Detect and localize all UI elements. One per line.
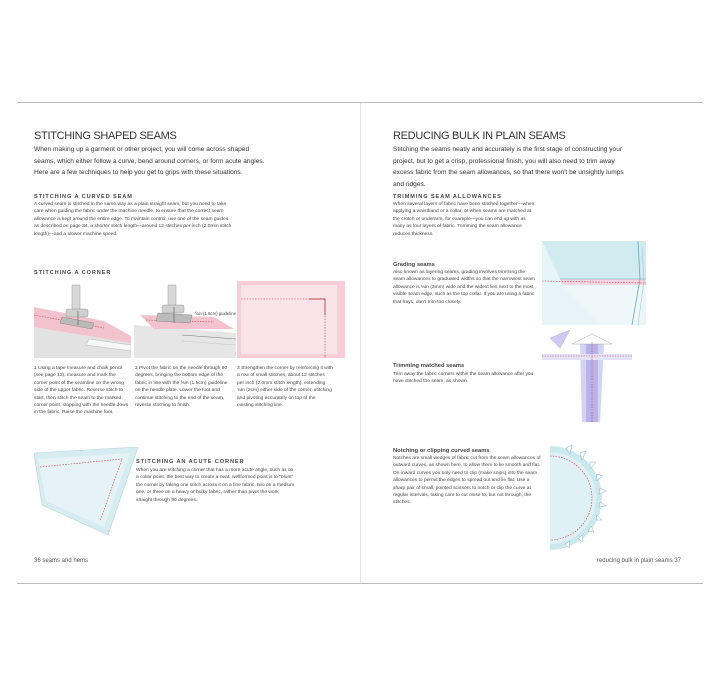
curved-seam-subheading: STITCHING A CURVED SEAM bbox=[34, 194, 133, 200]
left-page-heading: STITCHING SHAPED SEAMS bbox=[34, 130, 177, 142]
corner-subheading: STITCHING A CORNER bbox=[34, 270, 112, 276]
right-page bbox=[360, 103, 703, 583]
right-folio: reducing bulk in plain seams 37 bbox=[596, 558, 681, 564]
notching-subheading: Notching or clipping curved seams bbox=[393, 448, 490, 454]
left-page bbox=[17, 103, 360, 583]
book-spread bbox=[17, 102, 703, 584]
guideline-label: ⅝in (1.5cm) guideline bbox=[194, 311, 236, 316]
matched-seams-subheading: Trimming matched seams bbox=[393, 363, 465, 369]
notching-text: Notches are small wedges of fabric cut from the seam allowances of outward curves, as shown here, to allow them to lie smooth and flat. On inward curves you only need to clip (make snips) into the seam allowances to permit the edges to spread out and lie flat. Use a sharp pair of small, pointed scissors to notch or clip the curve at regular intervals, taking care to cut close to, but not through, the stitches. bbox=[393, 456, 541, 506]
grading-subheading: Grading seams bbox=[393, 262, 435, 268]
matched-seam-crossing bbox=[542, 330, 632, 422]
trimming-subheading: TRIMMING SEAM ALLOWANCES bbox=[393, 194, 502, 200]
acute-corner-illustration bbox=[34, 447, 144, 537]
notching-illustration bbox=[550, 438, 654, 553]
sewing-machine-foot-1 bbox=[34, 281, 131, 358]
corner-step3-text: 3 Strengthen the corner by reinforcing it with a row of small stitches, about 12 stitches per inch (2.0mm stitch length), extending ¾in (2cm) either side of the corner, stitching and pivoting accurately on top of the existing stitching line. bbox=[237, 366, 333, 409]
grading-text: Also known as layering seams, grading involves trimming the seam allowances to graduated widths so that the narrowest seam allowance is ⅛in (3mm) wide and the widest lies next to the most visible seam edge, such as the top collar. If you are using a fabric that frays, don't trim too closely. bbox=[393, 270, 535, 305]
reinforced-corner-fabric bbox=[237, 281, 345, 358]
curved-seam-text: A curved seam is stitched in the same way as a plain straight seam, but you need to take care when guiding the fabric under the machine needle, to ensure that the correct seam allowance is kept around the entire edge. To maintain control, use one of the seam guides as described on page 34, a shorter stitch length—around 12 stitches per inch (2.0mm stitch length)—and a slower machine speed. bbox=[34, 202, 232, 237]
right-intro-text: Stitching the seams neatly and accurately is the first stage of constructing your project, but to get a crisp, professional finish, you will also need to trim away excess fabric from the seam allowances, so that there won't be unsightly lumps and ridges. bbox=[393, 146, 624, 188]
collar-point-fabric bbox=[34, 447, 144, 537]
corner-step3-illustration bbox=[237, 281, 345, 358]
right-page-heading: REDUCING BULK IN PLAIN SEAMS bbox=[393, 130, 566, 142]
acute-corner-subheading: STITCHING AN ACUTE CORNER bbox=[136, 459, 245, 465]
matched-seams-illustration bbox=[542, 330, 632, 422]
graded-seam-layers bbox=[542, 241, 646, 325]
corner-step2-text: 2 Pivot the fabric on the needle through 90 degrees, bringing the bottom edge of the fabric in line with the ⅝in (1.5cm) guideline on the needle plate. Lower the foot and continue stitching to the end of the seam, reverse stitching to finish. bbox=[135, 366, 228, 409]
left-folio: 36 seams and hems bbox=[34, 558, 89, 564]
sewing-machine-foot-2 bbox=[134, 281, 236, 358]
notched-curve bbox=[550, 438, 654, 553]
trimming-text: When several layers of fabric have been stitched together—when applying a waistband or a collar, or when seams are matched at the crotch or underarm, for example—you can end up with as many as four layers of fabric. Trimming the seam allowance reduces thickness. bbox=[393, 202, 535, 237]
grading-illustration bbox=[542, 241, 646, 325]
left-intro-text: When making up a garment or other project, you will come across shaped seams, which either follow a curve, bend around corners, or form acute angles. Here are a few techniques to help you get to grips with these situations. bbox=[34, 146, 265, 176]
corner-step1-illustration bbox=[34, 281, 131, 358]
acute-corner-text: When you are stitching a corner that has a more acute angle, such as on a collar point, the best way to create a neat, wellformed point is to "blunt" the corner by taking one stitch across it on a fine fabric, two on a medium one, or three on a heavy or bulky fabric, rather than pivot the work straight through 90 degrees. bbox=[136, 468, 295, 503]
corner-step1-text: 1 Using a tape measure and chalk pencil (see page 13), measure and mark the corner point of the seamline on the wrong side of the upper fabric. Reverse stitch to start, then stitch the seam to the marked corner point, stopping with the needle down in the fabric. Raise the machine foot. bbox=[34, 366, 129, 416]
corner-step2-illustration bbox=[134, 281, 236, 358]
matched-seams-text: Trim away the fabric corners within the seam allowance after you have stitched the seam, as shown. bbox=[393, 372, 534, 385]
